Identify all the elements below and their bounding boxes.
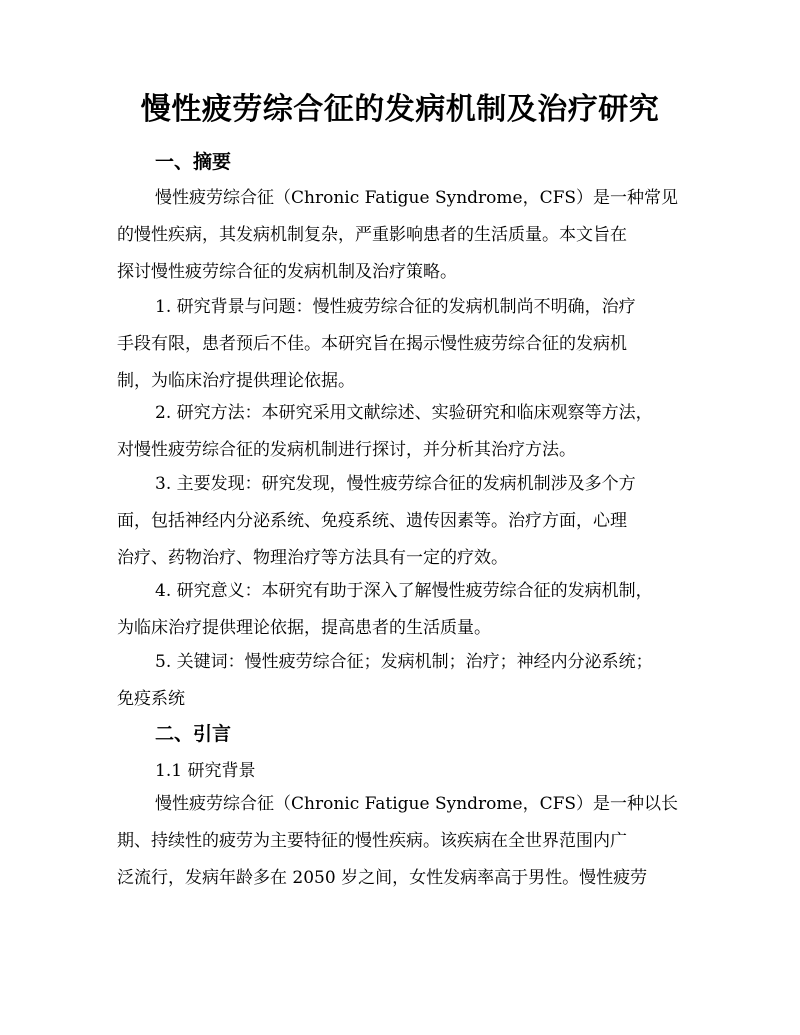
document-title: 慢性疲劳综合征的发病机制及治疗研究 (140, 92, 660, 127)
text-line: 5. 关键词：慢性疲劳综合征；发病机制；治疗；神经内分泌系统； (155, 652, 653, 672)
text-line: 制，为临床治疗提供理论依据。 (117, 371, 355, 391)
abstract-heading: 一、摘要 (155, 151, 232, 173)
text-line: 1. 研究背景与问题：慢性疲劳综合征的发病机制尚不明确，治疗 (155, 297, 636, 317)
text-line: 期、持续性的疲劳为主要特征的慢性疾病。该疾病在全世界范围内广 (117, 831, 627, 851)
abstract-item-2 (117, 395, 689, 469)
text-line: 对慢性疲劳综合征的发病机制进行探讨，并分析其治疗方法。 (117, 440, 576, 460)
text-line: 的慢性疾病，其发病机制复杂，严重影响患者的生活质量。本文旨在 (117, 225, 627, 245)
intro-paragraph (117, 786, 689, 897)
text-line: 为临床治疗提供理论依据，提高患者的生活质量。 (117, 618, 491, 638)
abstract-item-3 (117, 466, 689, 577)
text-line: 慢性疲劳综合征（Chronic Fatigue Syndrome，CFS）是一种常见 (155, 188, 679, 208)
abstract-item-5 (117, 644, 689, 718)
text-line: 探讨慢性疲劳综合征的发病机制及治疗策略。 (117, 262, 457, 282)
text-line: 面，包括神经内分泌系统、免疫系统、遗传因素等。治疗方面，心理 (117, 511, 627, 531)
text-line: 手段有限，患者预后不佳。本研究旨在揭示慢性疲劳综合征的发病机 (117, 334, 627, 354)
intro-heading: 二、引言 (155, 723, 232, 745)
text-line: 泛流行，发病年龄多在 2050 岁之间，女性发病率高于男性。慢性疲劳 (117, 868, 648, 888)
abstract-item-4 (117, 573, 689, 647)
text-line: 2. 研究方法：本研究采用文献综述、实验研究和临床观察等方法， (155, 403, 653, 423)
text-line: 免疫系统 (117, 689, 185, 709)
abstract-paragraph (117, 180, 689, 291)
text-line: 治疗、药物治疗、物理治疗等方法具有一定的疗效。 (117, 548, 508, 568)
text-line: 4. 研究意义：本研究有助于深入了解慢性疲劳综合征的发病机制， (155, 581, 653, 601)
text-line: 3. 主要发现：研究发现，慢性疲劳综合征的发病机制涉及多个方 (155, 474, 636, 494)
abstract-item-1 (117, 289, 689, 400)
intro-subheading: 1.1 研究背景 (155, 761, 256, 781)
text-line: 慢性疲劳综合征（Chronic Fatigue Syndrome，CFS）是一种以长 (155, 794, 679, 814)
